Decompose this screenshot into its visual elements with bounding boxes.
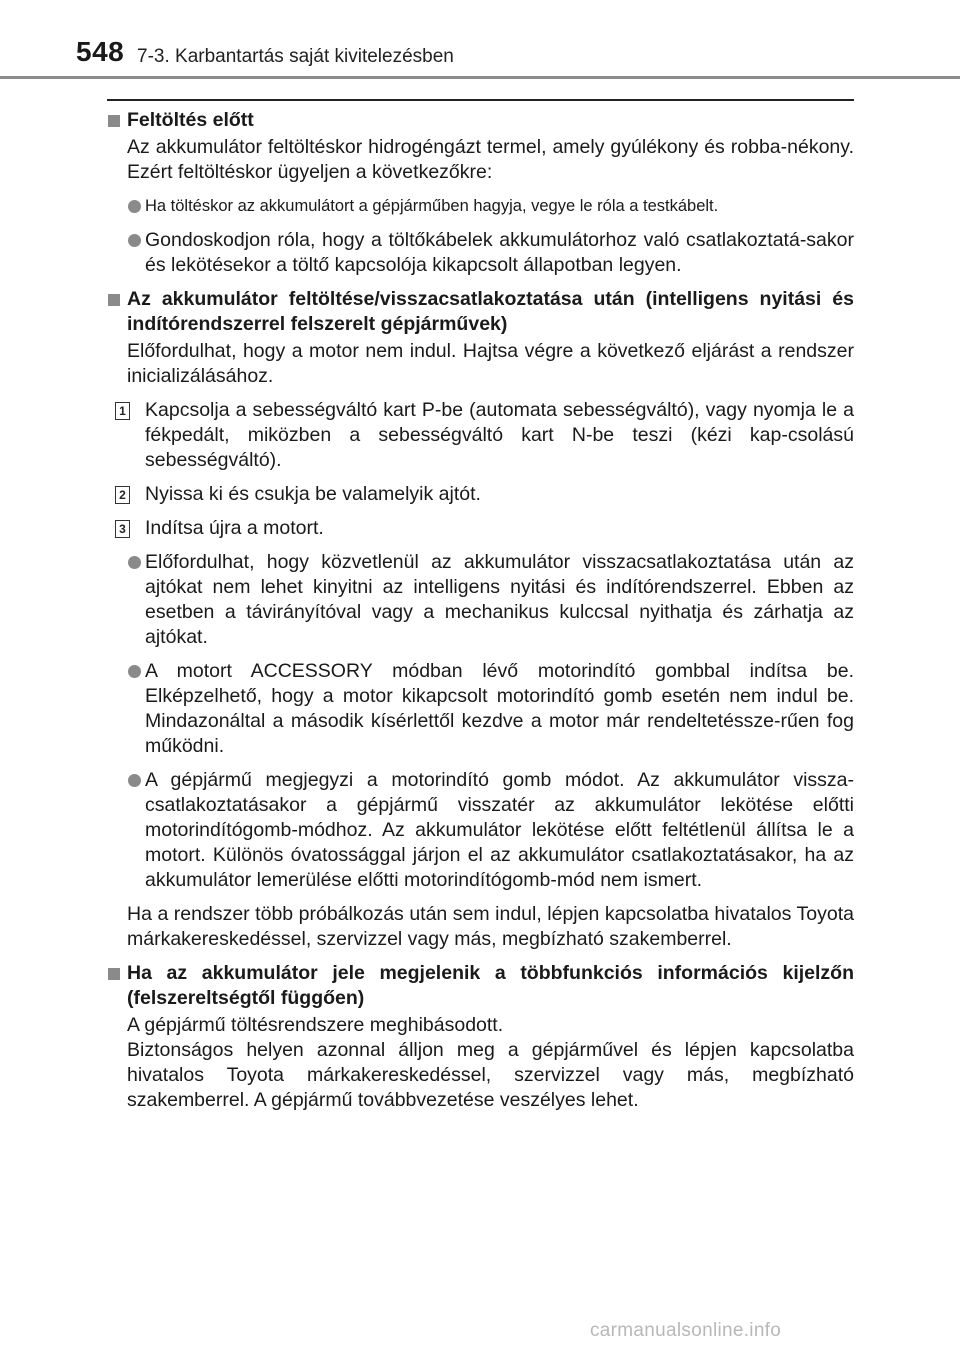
step-item — [107, 516, 854, 541]
step-number-badge: 3 — [115, 520, 130, 538]
page-number: 548 — [76, 36, 125, 67]
section-heading-text: Az akkumulátor feltöltése/visszacsatlakoztatása után (intelligens nyitási és indítórendszerrel felszerelt gépjárművek) — [127, 288, 854, 335]
section-heading — [107, 287, 854, 337]
paragraph: Biztonságos helyen azonnal álljon meg a gépjárművel és lépjen kapcsolatba hivatalos Toyota márkakereskedéssel, szervizzel vagy más, megbízható szakemberrel. A gépjármű továbbvezetése veszélyes lehet. — [127, 1039, 854, 1111]
section-heading — [107, 961, 854, 1011]
section-heading-text: Ha az akkumulátor jele megjelenik a többfunkciós információs kijelzőn (felszereltségtől függően) — [127, 962, 854, 1009]
list-item — [107, 194, 854, 219]
content-divider — [107, 99, 854, 101]
circle-bullet-icon — [128, 774, 141, 787]
step-item — [107, 482, 854, 507]
list-item — [107, 659, 854, 759]
step-number-badge: 1 — [115, 402, 130, 420]
step-text: Kapcsolja a sebességváltó kart P-be (automata sebességváltó), vagy nyomja le a fékpedált, miközben a sebességváltó kart N-be teszi (kézi kap-csolású sebességváltó). — [145, 399, 854, 471]
list-item — [107, 768, 854, 893]
step-text: Nyissa ki és csukja be valamelyik ajtót. — [145, 483, 481, 505]
square-bullet-icon — [108, 115, 120, 127]
step-item — [107, 398, 854, 473]
section-heading-text: Feltöltés előtt — [127, 109, 254, 131]
list-item — [107, 550, 854, 650]
paragraph: Ha a rendszer több próbálkozás után sem indul, lépjen kapcsolatba hivatalos Toyota márkakereskedéssel, szervizzel vagy más, megbízható szakemberrel. — [127, 903, 854, 950]
circle-bullet-icon — [128, 556, 141, 569]
page-content — [107, 108, 854, 1122]
paragraph: Előfordulhat, hogy a motor nem indul. Hajtsa végre a következő eljárást a rendszer inicializálásához. — [127, 340, 854, 387]
list-item-text: A gépjármű megjegyzi a motorindító gomb módot. Az akkumulátor vissza-csatlakoztatásakor a gépjármű visszatér az akkumulátor lekötése előtti motorindítógomb-módhoz. Az akkumulátor lekötése előtt feltétlenül állítsa le a motort. Különös óvatossággal járjon el az akkumulátor csatlakoztatásakor, ha az akkumulátor lemerülése előtti motorindítógomb-mód nem ismert. — [145, 769, 854, 891]
list-item-text: A motort ACCESSORY módban lévő motorindító gombbal indítsa be. Elképzelhető, hogy a motor kikapcsolt motorindító gomb esetén nem indul be. Mindazonáltal a második kísérlettől kezdve a motor már rendeltetéssze-rűen fog működni. — [145, 660, 854, 757]
header-divider — [0, 76, 960, 79]
circle-bullet-icon — [128, 200, 141, 213]
circle-bullet-icon — [128, 234, 141, 247]
chapter-title: 7-3. Karbantartás saját kivitelezésben — [137, 46, 454, 67]
section-heading — [107, 108, 854, 133]
step-number-badge: 2 — [115, 486, 130, 504]
list-item-text: Gondoskodjon róla, hogy a töltőkábelek akkumulátorhoz való csatlakoztatá-sakor és lekötésekor a töltő kapcsolója kikapcsolt állapotban legyen. — [145, 229, 854, 276]
circle-bullet-icon — [128, 665, 141, 678]
list-item — [107, 228, 854, 278]
paragraph: Az akkumulátor feltöltéskor hidrogéngázt termel, amely gyúlékony és robba-nékony. Ezért feltöltéskor ügyeljen a következőkre: — [127, 136, 854, 183]
watermark: carmanualsonline.info — [590, 1320, 782, 1341]
paragraph: A gépjármű töltésrendszere meghibásodott. — [127, 1014, 504, 1036]
square-bullet-icon — [108, 968, 120, 980]
square-bullet-icon — [108, 294, 120, 306]
step-text: Indítsa újra a motort. — [145, 517, 324, 539]
list-item-text: Előfordulhat, hogy közvetlenül az akkumulátor visszacsatlakoztatása után az ajtókat nem lehet kinyitni az intelligens nyitási és indítórendszerrel. Ebben az esetben a távirányítóval vagy a mechanikus kulccsal nyithatja és zárhatja az ajtókat. — [145, 551, 854, 648]
list-item-text: Ha töltéskor az akkumulátort a gépjárműben hagyja, vegye le róla a testkábelt. — [145, 197, 719, 215]
